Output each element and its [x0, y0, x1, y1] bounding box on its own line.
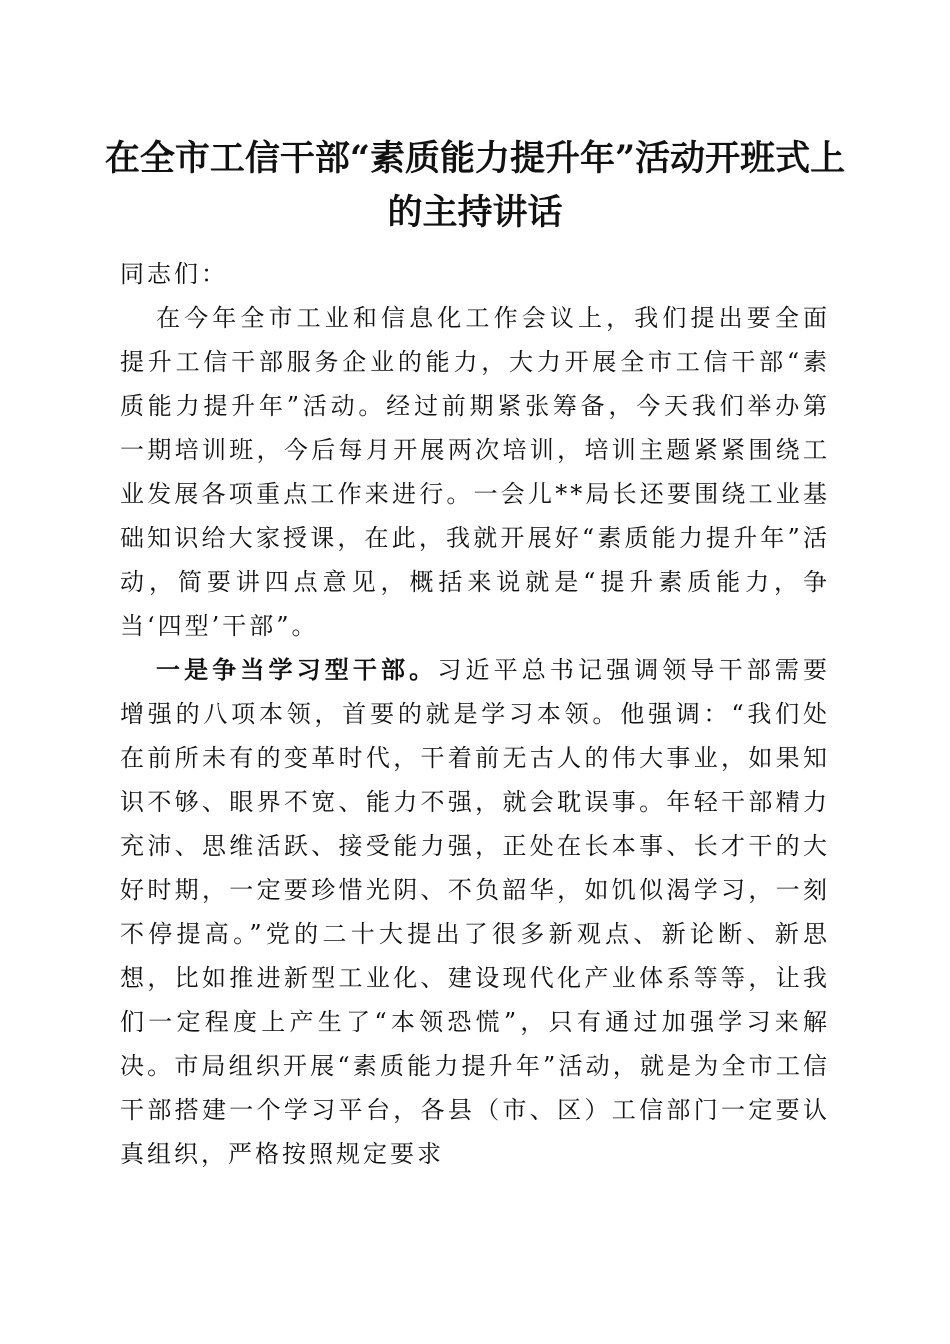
paragraph-intro: 在今年全市工业和信息化工作会议上，我们提出要全面提升工信干部服务企业的能力，大力开展全市工信干部“素质能力提升年”活动。经过前期紧张筹备，今天我们举办第一期培训班，今后每月开展两次培训，培训主题紧紧围绕工业发展各项重点工作来进行。一会儿**局长还要围绕工业基础知识给大家授课，在此，我就开展好“素质能力提升年”活动，简要讲四点意见，概括来说就是“提升素质能力，争当‘四型’干部”。	[120, 304, 830, 640]
document-body	[120, 252, 830, 1176]
paragraph-point-one	[120, 648, 830, 1176]
paragraph-point-one-body: 习近平总书记强调领导干部需要增强的八项本领，首要的就是学习本领。他强调：“我们处在前所未有的变革时代，干着前无古人的伟大事业，如果知识不够、眼界不宽、能力不强，就会耽误事。年轻干部精力充沛、思维活跃、接受能力强，正处在长本事、长才干的大好时期，一定要珍惜光阴、不负韶华，如饥似渴学习，一刻不停提高。”党的二十大提出了很多新观点、新论断、新思想，比如推进新型工业化、建设现代化产业体系等等，让我们一定程度上产生了“本领恐慌”，只有通过加强学习来解决。市局组织开展“素质能力提升年”活动，就是为全市工信干部搭建一个学习平台，各县（市、区）工信部门一定要认真组织，严格按照规定要求	[120, 656, 831, 1168]
paragraph-lead-heading: 一是争当学习型干部。	[156, 655, 438, 684]
document-title: 在全市工信干部“素质能力提升年”活动开班式上的主持讲话	[104, 138, 846, 233]
salutation: 同志们：	[120, 260, 228, 288]
